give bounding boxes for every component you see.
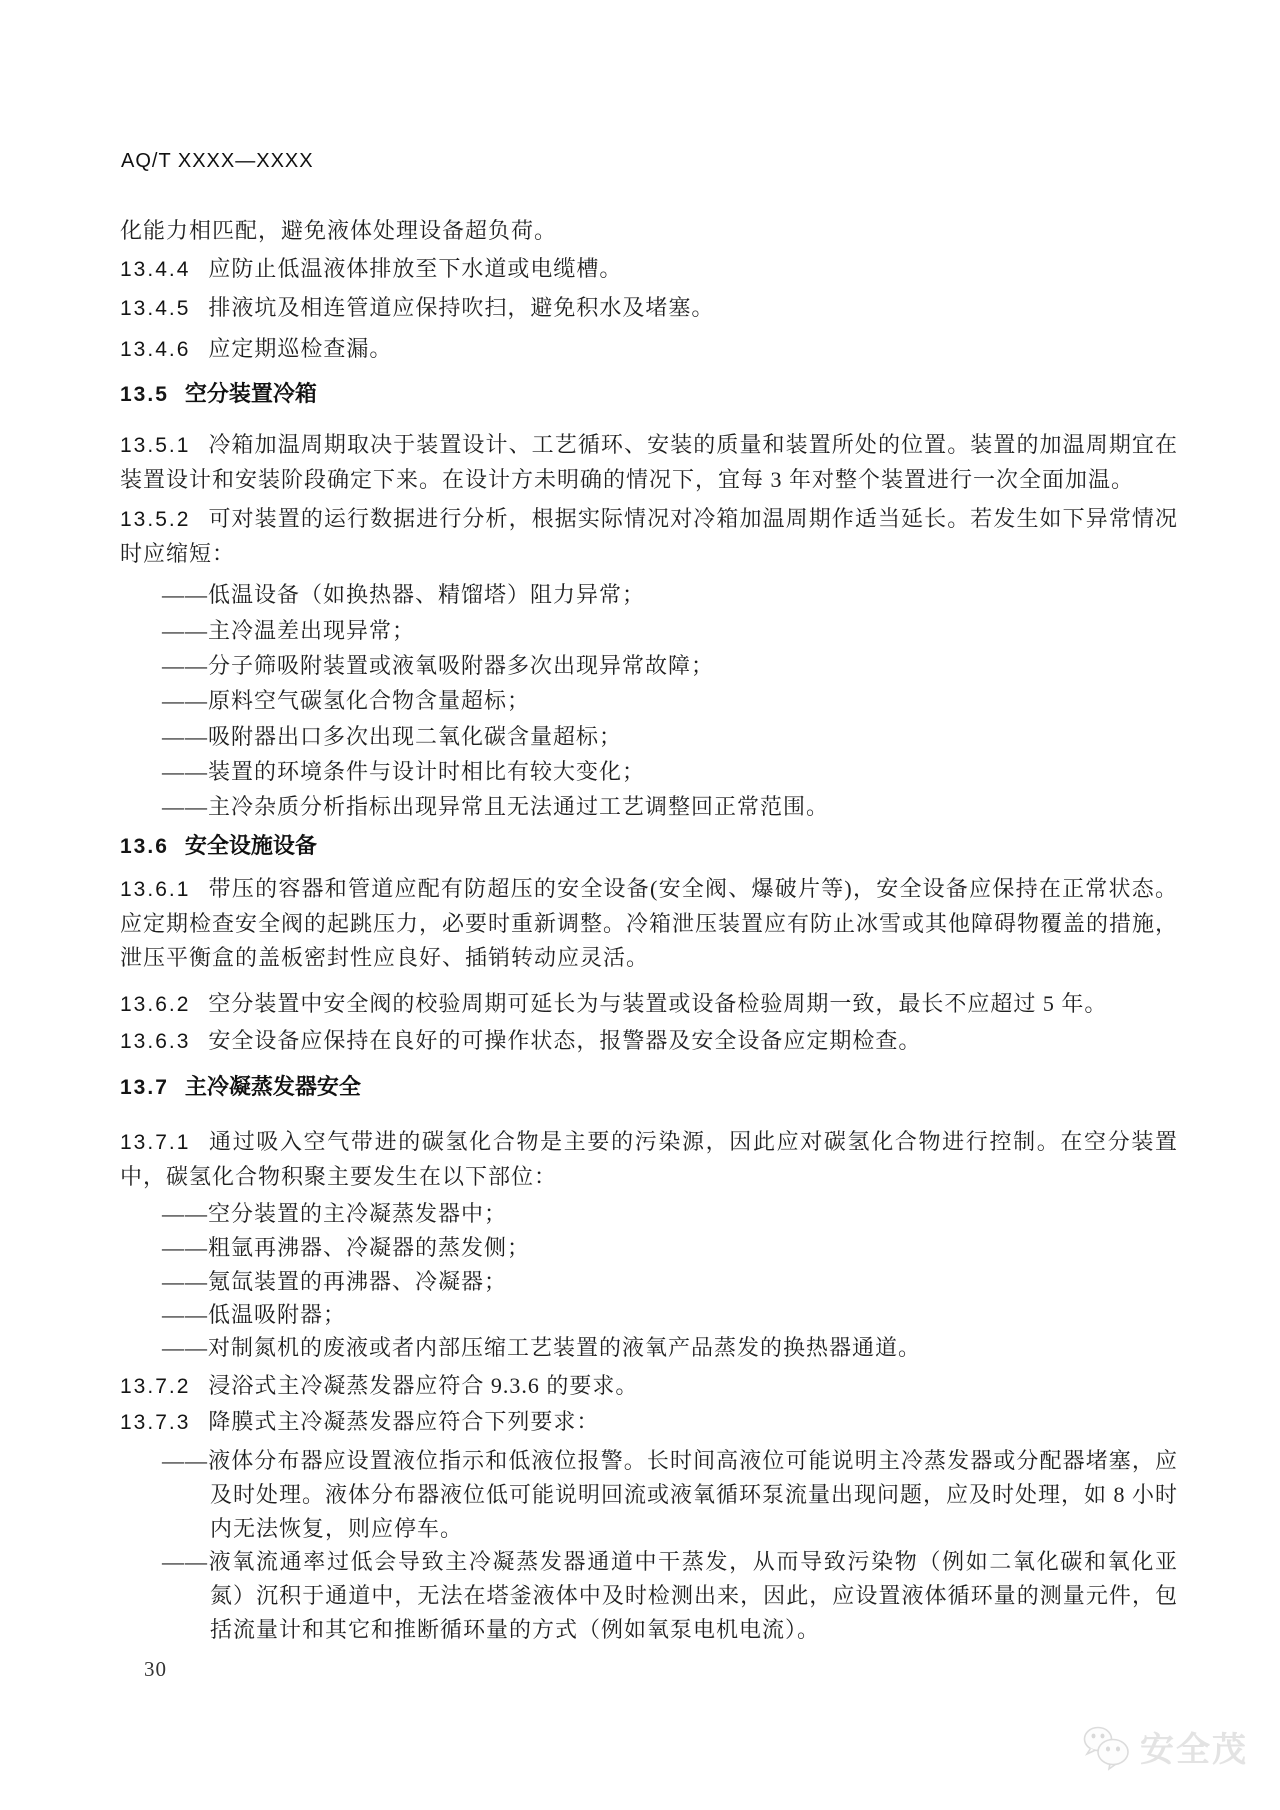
clause-text: 安全设备应保持在良好的可操作状态，报警器及安全设备应定期检查。 — [208, 1028, 922, 1053]
clause-13-7-2 — [120, 1369, 638, 1404]
section-title: 主冷凝蒸发器安全 — [184, 1074, 361, 1099]
list-item: ——装置的环境条件与设计时相比有较大变化； — [162, 759, 646, 784]
clause-text: 应定期巡检查漏。 — [208, 336, 393, 361]
clause-13-7-3 — [120, 1405, 599, 1440]
section-number: 13.6 — [120, 835, 169, 858]
section-heading-13-7 — [120, 1070, 361, 1105]
page-number: 30 — [144, 1657, 167, 1681]
clause-number: 13.4.4 — [120, 258, 191, 281]
clause-number: 13.6.1 — [120, 878, 191, 901]
clause-13-5-1 — [120, 428, 1178, 497]
clause-number: 13.7.2 — [120, 1375, 191, 1398]
clause-text: 浸浴式主冷凝蒸发器应符合 9.3.6 的要求。 — [208, 1373, 639, 1398]
clause-text: 应防止低温液体排放至下水道或电缆槽。 — [208, 256, 623, 281]
section-title: 安全设施设备 — [184, 833, 317, 858]
clause-text: 冷箱加温周期取决于装置设计、工艺循环、安装的质量和装置所处的位置。装置的加温周期宜在装置设计和安装阶段确定下来。在设计方未明确的情况下，宜每 3 年对整个装置进行一次全面加温。 — [120, 432, 1178, 492]
list-item: ——氪氙装置的再沸器、冷凝器； — [162, 1269, 508, 1294]
clause-13-6-3 — [120, 1024, 921, 1059]
clause-number: 13.5.2 — [120, 508, 191, 531]
paragraph-continuation: 化能力相匹配，避免液体处理设备超负荷。 — [120, 218, 558, 243]
watermark-brand: 安全茂 — [1140, 1731, 1248, 1769]
list-item: ——主冷温差出现异常； — [162, 618, 416, 643]
list-item: ——低温吸附器； — [162, 1302, 347, 1327]
clause-number: 13.5.1 — [120, 434, 191, 457]
clause-text: 降膜式主冷凝蒸发器应符合下列要求： — [208, 1409, 600, 1434]
clause-13-5-2 — [120, 502, 1178, 571]
clause-13-4-6 — [120, 332, 392, 367]
clause-number: 13.6.3 — [120, 1030, 191, 1053]
list-item: ——液体分布器应设置液位指示和低液位报警。长时间高液位可能说明主冷蒸发器或分配器堵塞，应及时处理。液体分布器液位低可能说明回流或液氧循环泵流量出现问题，应及时处理，如 8 小时内无法恢复，则应停车。 — [162, 1448, 1179, 1541]
clause-text: 通过吸入空气带进的碳氢化合物是主要的污染源，因此应对碳氢化合物进行控制。在空分装置中，碳氢化合物积聚主要发生在以下部位： — [120, 1129, 1178, 1189]
list-item: ——空分装置的主冷凝蒸发器中； — [162, 1201, 508, 1226]
clause-number: 13.4.5 — [120, 297, 191, 320]
clause-text: 可对装置的运行数据进行分析，根据实际情况对冷箱加温周期作适当延长。若发生如下异常情况时应缩短： — [120, 506, 1178, 566]
list-item: ——吸附器出口多次出现二氧化碳含量超标； — [162, 724, 623, 749]
section-heading-13-5 — [120, 377, 317, 412]
clause-text: 排液坑及相连管道应保持吹扫，避免积水及堵塞。 — [208, 295, 715, 320]
list-item: ——原料空气碳氢化合物含量超标； — [162, 688, 531, 713]
clause-number: 13.7.3 — [120, 1411, 191, 1434]
clause-13-6-1 — [120, 872, 1178, 975]
clause-13-6-2 — [120, 987, 1107, 1022]
clause-13-7-1 — [120, 1125, 1178, 1194]
list-item: ——低温设备（如换热器、精馏塔）阻力异常； — [162, 582, 646, 607]
list-item: ——分子筛吸附装置或液氧吸附器多次出现异常故障； — [162, 653, 715, 678]
clause-13-4-4 — [120, 252, 622, 287]
clause-text: 空分装置中安全阀的校验周期可延长为与装置或设备检验周期一致，最长不应超过 5 年。 — [208, 991, 1108, 1016]
section-heading-13-6 — [120, 829, 317, 864]
document-header-code: AQ/T XXXX—XXXX — [121, 150, 314, 172]
section-number: 13.7 — [120, 1076, 169, 1099]
clause-number: 13.6.2 — [120, 993, 191, 1016]
list-item: ——液氧流通率过低会导致主冷凝蒸发器通道中干蒸发，从而导致污染物（例如二氧化碳和氧化亚氮）沉积于通道中，无法在塔釜液体中及时检测出来，因此，应设置液体循环量的测量元件，包括流量计和其它和推断循环量的方式（例如氧泵电机电流）。 — [162, 1549, 1178, 1642]
section-number: 13.5 — [120, 383, 169, 406]
watermark — [1080, 1722, 1248, 1771]
clause-13-4-5 — [120, 291, 714, 326]
section-title: 空分装置冷箱 — [184, 381, 317, 406]
clause-text: 带压的容器和管道应配有防超压的安全设备(安全阀、爆破片等)，安全设备应保持在正常状态。应定期检查安全阀的起跳压力，必要时重新调整。冷箱泄压装置应有防止冰雪或其他障碍物覆盖的措施，泄压平衡盒的盖板密封性应良好、插销转动应灵活。 — [120, 876, 1179, 970]
clause-number: 13.7.1 — [120, 1131, 191, 1154]
list-item: ——主冷杂质分析指标出现异常且无法通过工艺调整回正常范围。 — [162, 794, 830, 819]
clause-number: 13.4.6 — [120, 338, 191, 361]
list-item: ——粗氩再沸器、冷凝器的蒸发侧； — [162, 1235, 531, 1260]
list-item: ——对制氮机的废液或者内部压缩工艺装置的液氧产品蒸发的换热器通道。 — [162, 1335, 922, 1360]
wechat-icon — [1080, 1723, 1132, 1771]
